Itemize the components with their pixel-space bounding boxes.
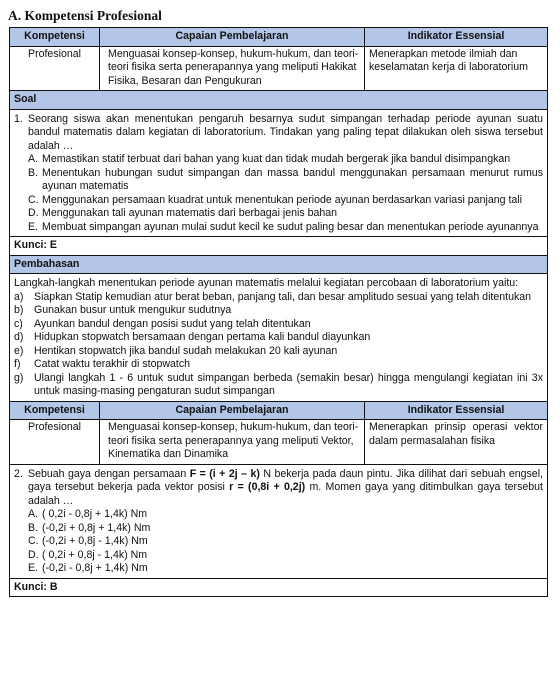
option-e: E. Membuat simpangan ayunan mulai sudut kecil ke sudut paling besar dan menentukan periode ayunannya	[28, 220, 539, 233]
step-item: b) Gunakan busur untuk mengukur sudutnya	[14, 304, 232, 316]
answer-key: Kunci: E	[10, 237, 547, 256]
question-1	[10, 110, 547, 238]
option-d: D. Menggunakan tali ayunan matematis dari berbagai jenis bahan	[28, 207, 338, 219]
step-item: g) Ulangi langkah 1 - 6 untuk sudut simpangan berbeda (semakin besar) hingga mengulangi kegiatan ini 3x untuk masing-masing pengaturan sudut simpangan	[14, 371, 543, 397]
indikator-cell: Menerapkan prinsip operasi vektor dalam permasalahan fisika	[369, 421, 543, 447]
table-header-row	[10, 28, 547, 47]
option-a: A. Memastikan statif terbuat dari bahan yang kuat dan tidak mudah bergerak jika bandul disimpangkan	[28, 153, 511, 165]
capaian-cell: Menguasai konsep-konsep, hukum-hukum, dan teori-teori fisika serta penerapannya yang meliputi Hakikat Fisika, Besaran dan Pengukuran	[100, 47, 365, 91]
force-equation: F = (i + 2j – k)	[189, 467, 260, 480]
option-b: B. Menentukan hubungan sudut simpangan dan massa bandul menggunakan persamaan menurut rumus ayunan matematis	[28, 166, 543, 192]
position-vector: r = (0,8i + 0,2j)	[229, 481, 306, 493]
option-c: C. Menggunakan persamaan kuadrat untuk menentukan periode ayunan berdasarkan variasi panjang tali	[28, 193, 522, 206]
answer-options	[28, 508, 543, 576]
answer-options	[28, 153, 543, 234]
question-number: 2.	[14, 467, 23, 480]
option-c: C. (-0,2i + 0,8j - 1,4k) Nm	[28, 535, 148, 547]
step-item: c) Ayunkan bandul dengan posisi sudut yang telah ditentukan	[14, 317, 311, 330]
header-indikator: Indikator Essensial	[407, 403, 505, 416]
pembahasan-label: Pembahasan	[10, 256, 547, 275]
kompetensi-cell: Profesional	[10, 420, 100, 464]
answer-key: Kunci: B	[14, 580, 58, 593]
step-item: a) Siapkan Statip kemudian atur berat beban, panjang tali, dan besar amplitudo sesuai yang telah ditentukan	[14, 290, 532, 303]
soal-label: Soal	[10, 91, 547, 110]
indikator-cell: Menerapkan metode ilmiah dan keselamatan kerja di laboratorium	[369, 47, 528, 73]
section-title: A. Kompetensi Profesional	[8, 8, 162, 23]
step-item: d) Hidupkan stopwatch bersamaan dengan pertama kali bandul diayunkan	[14, 331, 371, 343]
header-kompetensi: Kompetensi	[10, 28, 100, 46]
question-text: Sebuah gaya dengan persamaan F = (i + 2j – k) N bekerja pada daun pintu. Jika dilihat dari sebuah engsel, gaya tersebut bekerja pada vektor posisi r = (0,8i + 0,2j) m. Momen gaya yang ditimbulkan gaya tersebut adalah …	[28, 467, 544, 507]
header-kompetensi: Kompetensi	[10, 402, 100, 420]
pembahasan-intro: Langkah-langkah menentukan periode ayunan matematis melalui kegiatan percobaan di laboratorium yaitu:	[14, 277, 519, 289]
option-b: B. (-0,2i + 0,8j + 1,4k) Nm	[28, 521, 151, 534]
question-2	[10, 465, 547, 579]
header-capaian: Capaian Pembelajaran	[100, 28, 365, 46]
option-e: E. (-0,2i - 0,8j + 1,4k) Nm	[28, 562, 148, 574]
table-row	[10, 420, 547, 465]
table-row	[10, 47, 547, 92]
capaian-cell: Menguasai konsep-konsep, hukum-hukum, dan teori-teori fisika serta penerapannya yang meliputi Vektor, Kinematika dan Dinamika	[100, 420, 365, 464]
competency-sheet	[9, 27, 548, 597]
step-item: e) Hentikan stopwatch jika bandul sudah melakukan 20 kali ayunan	[14, 344, 338, 357]
header-indikator: Indikator Essensial	[407, 30, 505, 42]
question-text: Seorang siswa akan menentukan pengaruh besarnya sudut simpangan terhadap periode ayunan suatu bandul matematis dalam kegiatan di laboratorium. Tindakan yang paling tepat dilakukan oleh siswa tersebut adalah …	[28, 112, 543, 152]
option-d: D. ( 0,2i + 0,8j - 1,4k) Nm	[28, 548, 148, 561]
table-header-row	[10, 402, 547, 421]
question-number: 1.	[14, 112, 23, 125]
kompetensi-cell: Profesional	[10, 47, 100, 91]
header-capaian: Capaian Pembelajaran	[100, 402, 365, 420]
pembahasan-block	[10, 274, 547, 402]
step-item: f) Catat waktu terakhir di stopwatch	[14, 358, 191, 370]
option-a: A. ( 0,2i - 0,8j + 1,4k) Nm	[28, 508, 148, 520]
